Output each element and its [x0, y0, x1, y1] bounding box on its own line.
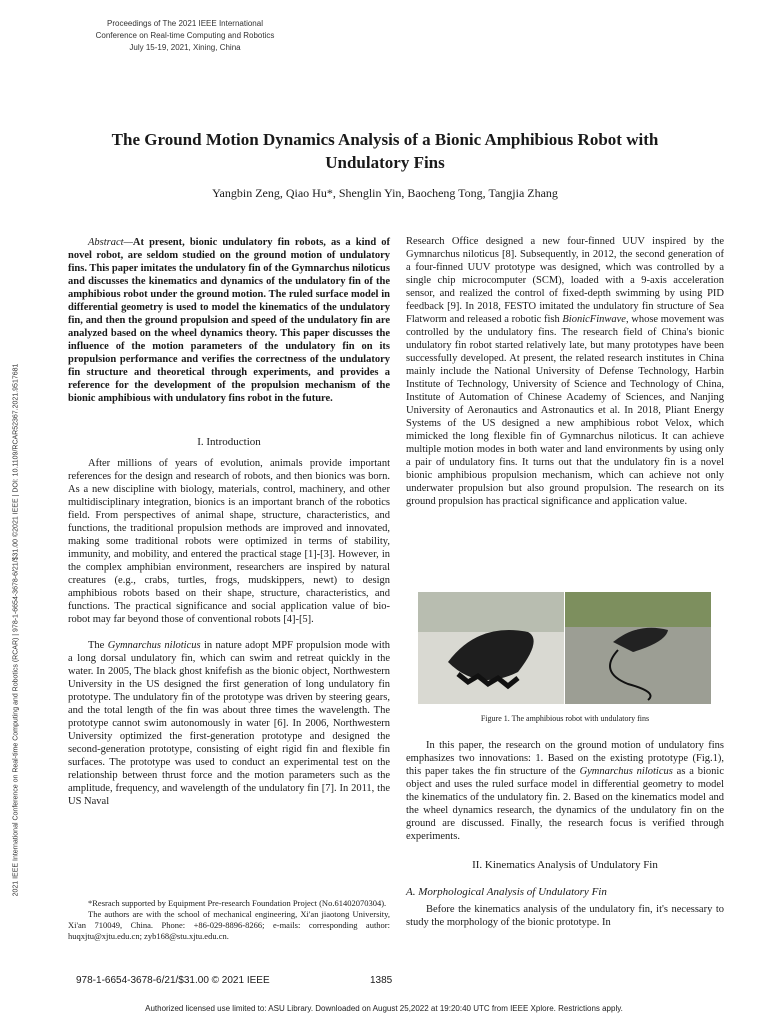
footnotes	[68, 898, 390, 942]
robot-name: BionicFinwave	[562, 314, 626, 325]
proceedings-line: July 15-19, 2021, Xining, China	[129, 43, 241, 52]
text-run: in nature adopt MPF propulsion mode with a long dorsal undulatory fin, which can swim and retreat quickly in the water. In 2005, The black ghost knifefish as the bionic object, Northwestern University in the US designed the first generation of long undulatory fin prototype. The undulatory fin of the prototype was driven by steering gears, and the total length of the fin was about three times the wavelength. The prototype cannot swim autonomously in water [6]. In 2006, Northwestern University optimized the first-generation prototype and designed the second-generation prototype, consisting of eight rigid fin and flexible fin surfaces. The prototype was used to conduct an experimental test on the relationship between thrust force and the motion parameters such as the amplitude, frequency, and wavelength of the undulatory fin [7]. In 2011, the US Naval	[68, 640, 391, 807]
section-heading: I. Introduction	[197, 436, 261, 448]
intro-paragraph	[68, 639, 390, 808]
right-column-bottom	[406, 739, 724, 929]
page-number: 1385	[370, 975, 393, 986]
species-name: Gymnarchus niloticus	[579, 766, 673, 777]
text-run: , whose movement was controlled by the undulatory fins. The research field of China's bionic undulatory fin robot started relatively late, but many prototypes have been successfully developed. At present, the related research institutes in China mainly include the National University of Defense Technology, Harbin Institute of Technology, University of Science and Technology of China, Institute of Automation of Chinese Academy of Sciences, and Nanjing University of Aeronautics and Astronautics et al. In 2018, Pliant Energy Systems of the US designed a new amphibious robot Velox, which mimicked the long flexible fin of Gymnarchus niloticus. It can achieve multiple motion modes in both water and land environments by using only a pair of undulatory fins. It turns out that the undulatory fin is a novel bionic amphibious propulsion mechanism, which can achieve not only underwater propulsion but also ground propulsion. The research on its ground propulsion has practical significance and application value.	[406, 314, 724, 507]
subsection-heading: A. Morphological Analysis of Undulatory Fin	[406, 886, 607, 898]
intro-paragraph: After millions of years of evolution, animals provide important references for the design and research of robots, and then bionics was born. As a new discipline with biology, materials, control, machinery, and other multidisciplinary integration, bionics is an important branch of the robotics field. From perspectives of animal shape, structure, characteristics, and functions, the traditional propulsion methods are improved and innovated, making some traditional robots were optimized in terms of stability, immunity, and mobility, and entered the practical stage [1]-[3]. However, in the complex amphibian environment, researchers are inspired by natural creatures (e.g., crabs, turtles, frogs, mudskippers, newt) to design amphibious robots based on their shape, structure, characteristics, and functions. The practical significance and social application value of bio-robot may far beyond those of conventional robots [4]-[5].	[68, 458, 390, 625]
introduction-section	[68, 436, 390, 808]
body-paragraph	[406, 739, 724, 843]
abstract-text: At present, bionic undulatory fin robots, as a kind of novel robot, are seldom studied on the ground motion of undulatory fins. This paper imitates the undulatory fin of the Gymnarchus niloticus and discusses the kinematics and dynamics of the undulatory fin of the amphibious robot under the ground motion. The ruled surface model in differential geometry is used to model the kinematics of the undulatory fin, and then the ground propulsion and speed of the undulatory fin are analyzed based on the wheel dynamics theory. This paper discusses the influence of the motion parameters of the undulatory fin on its propulsion performance and verifies the correctness of the undulatory fin structure and theoretical through experiments, and provides a reference for the development of the propulsion mechanism of the bionic amphibious with undulatory fins robot in the future.	[68, 237, 390, 404]
author-list: Yangbin Zeng, Qiao Hu*, Shenglin Yin, Baocheng Tong, Tangjia Zhang	[212, 186, 558, 200]
right-column-top	[406, 235, 724, 508]
figure-1-photo	[418, 592, 711, 704]
text-run: In this paper, the research on the ground motion of undulatory fins emphasizes two innovations: 1. Based on the existing prototype (Fig.1), this paper takes the fin structure of the	[406, 740, 724, 777]
body-paragraph: Before the kinematics analysis of the undulatory fin, it's necessary to study the morphology of the bionic prototype. In	[406, 904, 724, 928]
doi-sidebar	[6, 290, 26, 970]
abstract-lead: Abstract—	[88, 237, 133, 248]
text-run: Research Office designed a new four-finned UUV inspired by the Gymnarchus niloticus [8]. Subsequently, in 2012, the second generation of a four-finned UUV prototype was designed, which was controlled by a single chip microcomputer (SCM), loaded with a 9-axis acceleration sensor, and realized the control of fixed-depth swimming by using PID feedback [9]. In 2018, FESTO imitated the undulatory fin structure of Sea Flatworm and released a robotic fish	[406, 236, 724, 325]
paper-title: The Ground Motion Dynamics Analysis of a Bionic Amphibious Robot with Undulatory Fins	[111, 130, 659, 172]
abstract	[68, 236, 390, 405]
figure-1	[418, 592, 711, 704]
license-notice: Authorized licensed use limited to: ASU Library. Downloaded on August 25,2022 at 19:20:40 UTC from IEEE Xplore. Restrictions apply.	[145, 1004, 623, 1013]
text-run: The	[88, 640, 108, 651]
footnote: *Resrach supported by Equipment Pre-research Foundation Project (No.61402070304).	[88, 898, 387, 908]
proceedings-header	[60, 18, 310, 54]
figure-caption: Figure 1. The amphibious robot with undulatory fins	[480, 714, 650, 723]
text-run: as a bionic object and uses the ruled surface model in differential geometry to model the kinematics of the undulatory fin. 2. Based on the kinematics model and the wheel dynamics research, the dynamics of the undulatory fin on the ground are discussed. Finally, the research focus is verified through experiments.	[406, 766, 725, 842]
doi-sidebar-text: 2021 IEEE International Conference on Real-time Computing and Robotics (RCAR) | 978-1-6654-3678-6/21/$31.00 ©2021 IEEE | DOI: 10.1109/RCAR52367.2021.9517681	[12, 363, 20, 897]
isbn-line: 978-1-6654-3678-6/21/$31.00 © 2021 IEEE	[76, 975, 270, 986]
section-heading: II. Kinematics Analysis of Undulatory Fin	[472, 859, 658, 871]
footnote: The authors are with the school of mechanical engineering, Xi'an jiaotong University, Xi'an 710049, China. Phone: +86-029-8896-8266; e-mails: corresponding author: huqxjtu@xjtu.edu.cn; zyb168@stu.xjtu.edu.cn.	[68, 909, 390, 941]
proceedings-line: Conference on Real-time Computing and Robotics	[95, 31, 275, 40]
body-paragraph	[406, 235, 724, 508]
species-name: Gymnarchus niloticus	[107, 640, 201, 651]
proceedings-line: Proceedings of The 2021 IEEE International	[107, 19, 263, 28]
